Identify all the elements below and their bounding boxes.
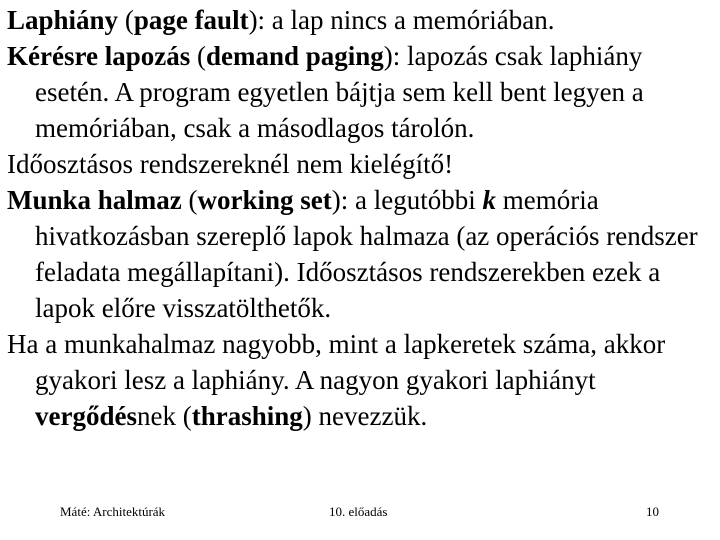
term-laphiany: Laphiány <box>7 5 119 35</box>
variable-k: k <box>482 185 496 215</box>
slide-footer <box>0 502 720 522</box>
paragraph-thrashing <box>7 326 715 434</box>
paragraph-working-set <box>7 182 715 326</box>
text-segment: ): a legutóbbi <box>331 185 483 215</box>
text-segment: ( <box>190 41 206 71</box>
term-keresre-lapozas: Kérésre lapozás <box>7 41 191 71</box>
paragraph-page-fault <box>7 2 715 38</box>
text-segment: ( <box>118 5 134 35</box>
text-segment: memória hivatkozásban szereplő lapok halmaza (az operációs rendszer feladata megállapítani). Időosztásos rendszerekben ezek a lapok előre visszatölthetők. <box>35 185 698 323</box>
footer-lecture: 10. előadás <box>329 504 388 519</box>
text-segment: ): lapozás csak laphiány esetén. A program egyetlen bájtja sem kell bent legyen a memóriában, csak a másodlagos tárolón. <box>35 41 644 143</box>
term-munka-halmaz: Munka halmaz <box>7 185 182 215</box>
text-segment: nek ( <box>136 401 192 431</box>
term-page-fault: page fault <box>133 5 249 35</box>
footer-page-number: 10 <box>646 504 659 519</box>
text-segment: Időosztásos rendszereknél nem kielégítő! <box>7 149 454 179</box>
paragraph-demand-paging <box>7 38 715 146</box>
slide-content <box>7 2 715 434</box>
term-working-set: working set <box>197 185 332 215</box>
paragraph-time-sharing <box>7 146 715 182</box>
text-segment: Ha a munkahalmaz nagyobb, mint a lapkeretek száma, akkor gyakori lesz a laphiány. A nagyon gyakori laphiányt <box>7 329 666 395</box>
footer-author-course: Máté: Architektúrák <box>60 504 166 519</box>
text-segment: ( <box>181 185 198 215</box>
term-vergodes: vergődés <box>35 401 137 431</box>
term-demand-paging: demand paging <box>205 41 384 71</box>
term-thrashing: thrashing <box>191 401 303 431</box>
text-segment: ) nevezzük. <box>302 401 428 431</box>
text-segment: ): a lap nincs a memóriában. <box>248 5 555 35</box>
